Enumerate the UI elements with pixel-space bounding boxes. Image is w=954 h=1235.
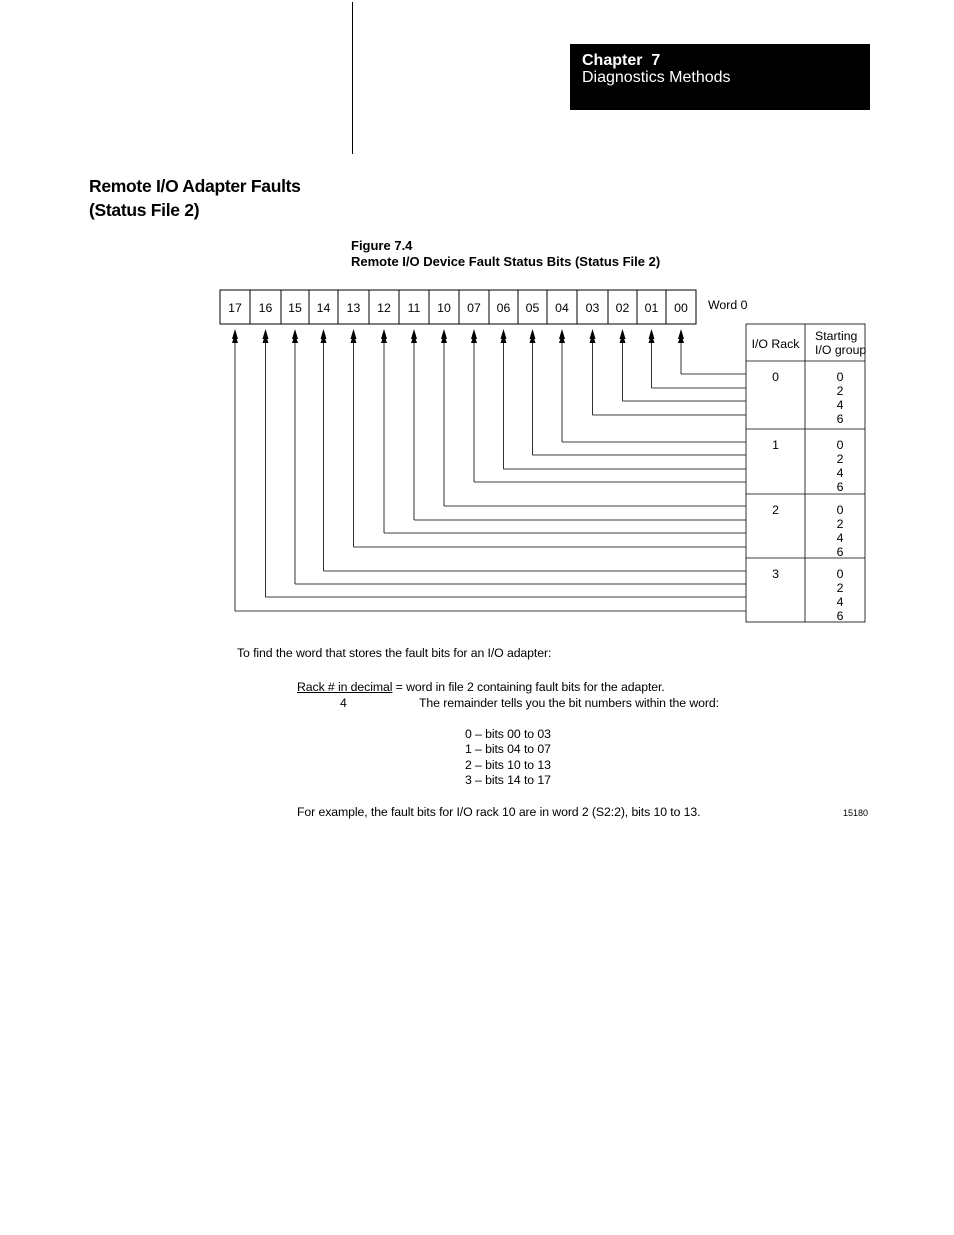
bit-leader-line [533,331,747,455]
bit-arrowhead [649,329,655,339]
group-number: 0 [836,438,844,452]
bit-label: 05 [525,301,540,315]
bit-arrowhead [590,329,596,339]
rack-number: 0 [772,370,779,384]
bit-arrowhead [381,329,387,339]
bit-label: 04 [555,301,569,315]
bit-label: 02 [615,301,630,315]
group-number: 4 [836,398,844,412]
group-number: 4 [836,531,844,545]
group-column-header-line1: Starting [815,329,858,343]
group-number: 4 [836,595,844,609]
remainder-item: 3 – bits 14 to 17 [465,773,551,787]
bit-leader-lines [232,329,746,611]
remainder-item: 2 – bits 10 to 13 [465,758,551,772]
bit-arrowhead [620,329,626,339]
bit-label: 06 [496,301,511,315]
bit-label: 12 [377,301,391,315]
figure-number: Figure 7.4 [351,238,413,253]
bit-arrowhead [471,329,477,339]
rack-number: 1 [772,438,779,452]
bit-arrowhead [559,329,565,339]
bit-arrowhead [411,329,417,339]
rack-table-border [746,324,865,622]
group-number: 2 [836,452,844,466]
intro-text: To find the word that stores the fault bits for an I/O adapter: [237,646,552,660]
figure-caption: Remote I/O Device Fault Status Bits (Status File 2) [351,254,661,269]
bit-leader-line [414,331,746,520]
bit-label: 10 [437,301,451,315]
rack-number: 2 [772,503,779,517]
bit-label: 01 [644,301,659,315]
bit-leader-line [504,331,747,469]
group-number: 2 [836,384,844,398]
section-title-line1: Remote I/O Adapter Faults [89,176,301,196]
group-number: 6 [836,412,844,426]
bit-leader-line [266,331,747,597]
bit-arrowhead [292,329,298,339]
bit-label: 11 [407,301,421,315]
chapter-label: Chapter 7 [582,52,661,69]
bit-leader-line [354,331,747,547]
bit-leader-line [652,331,747,388]
bit-arrowhead [530,329,536,339]
bit-label: 14 [316,301,331,315]
bit-arrowhead [678,329,684,339]
remainder-item: 1 – bits 04 to 07 [465,742,551,756]
bit-label: 16 [258,301,273,315]
bit-arrowhead [501,329,507,339]
example-text: For example, the fault bits for I/O rack 10 are in word 2 (S2:2), bits 10 to 13. [297,805,701,819]
group-number: 4 [836,466,844,480]
remainder-text: The remainder tells you the bit numbers within the word: [419,696,719,710]
rack-column-header: I/O Rack [751,337,800,351]
formula-equals-text: = word in file 2 containing fault bits for the adapter. [392,680,665,694]
rack-table [746,324,866,623]
bit-label: 15 [288,301,302,315]
bit-label: 00 [674,301,688,315]
bit-arrowhead [232,329,238,339]
remainder-item: 0 – bits 00 to 03 [465,727,551,741]
word-bit-cells [220,290,696,324]
bit-leader-line [295,331,746,584]
formula-denominator: 4 [340,696,347,710]
bit-leader-line [324,331,747,571]
bit-label: 13 [346,301,361,315]
group-number: 6 [836,545,844,559]
group-number: 6 [836,609,844,623]
group-number: 0 [836,503,844,517]
group-number: 0 [836,370,844,384]
bit-leader-line [562,331,746,442]
group-column-header-line2: I/O group [815,343,867,357]
bit-arrowhead [351,329,357,339]
rack-number: 3 [772,567,779,581]
bit-arrowhead [441,329,447,339]
group-number: 6 [836,480,844,494]
bit-leader-line [384,331,746,533]
word-label: Word 0 [708,298,748,312]
formula-line [297,680,665,694]
bit-label: 03 [585,301,600,315]
bit-leader-line [444,331,746,506]
group-number: 2 [836,517,844,531]
group-number: 2 [836,581,844,595]
bit-leader-line [681,331,746,374]
chapter-title: Diagnostics Methods [582,69,731,86]
bit-leader-line [593,331,747,415]
bit-arrowhead [321,329,327,339]
bit-arrowhead [263,329,269,339]
formula-numerator: Rack # in decimal [297,680,393,694]
bit-label: 07 [467,301,481,315]
bit-label: 17 [228,301,242,315]
figure-id: 15180 [843,808,869,818]
section-title-line2: (Status File 2) [89,200,200,220]
bit-leader-line [235,331,746,611]
bit-leader-line [623,331,747,401]
group-number: 0 [836,567,844,581]
bit-leader-line [474,331,746,482]
